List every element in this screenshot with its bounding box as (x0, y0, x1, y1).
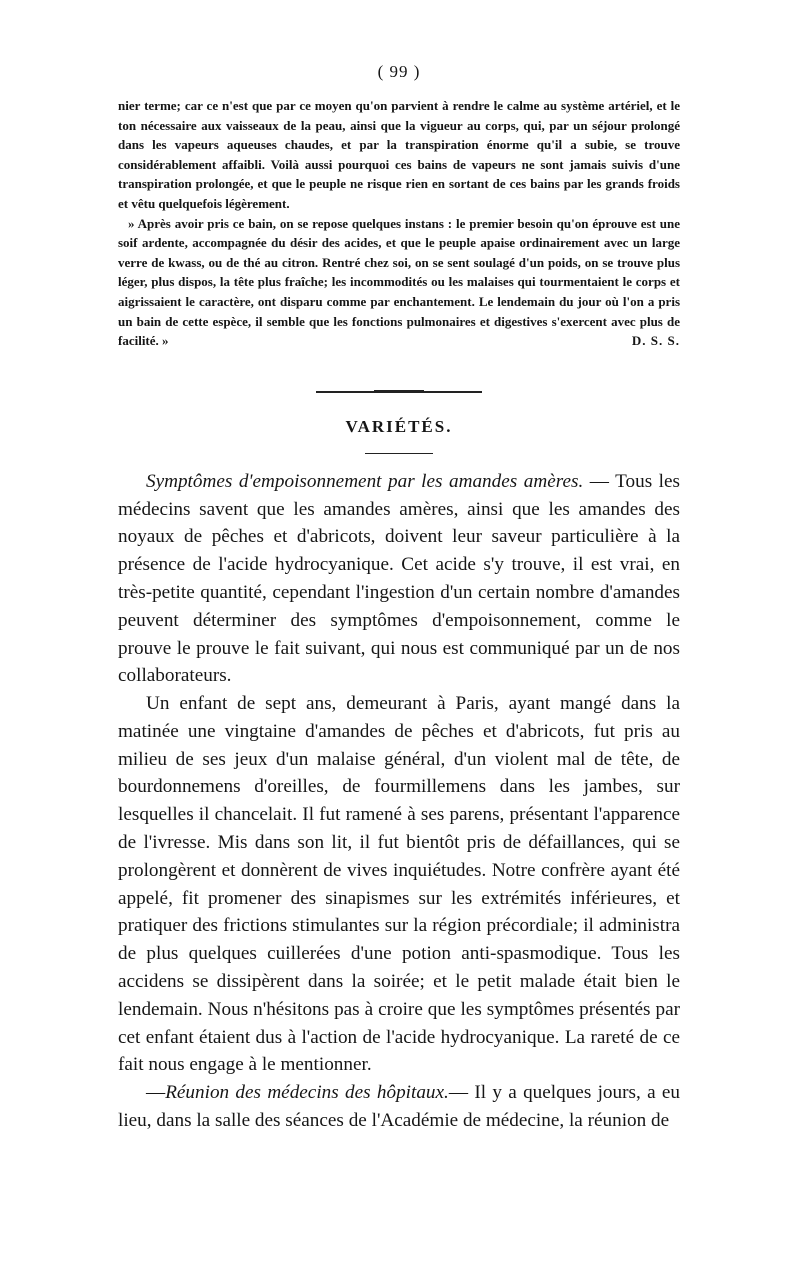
author-signature: D. S. S. (631, 333, 680, 349)
bath-paragraph-2 (118, 214, 680, 351)
almond-article-intro: — Tous les médecins savent que les amandes amères, ainsi que les amandes des noyaux de pêches et d'abricots, doivent leur saveur particulière à la présence de l'acide hydrocyanique. Cet acide s'y trouve, il est vrai, en très-petite quantité, cependant l'ingestion d'un certain nombre d'amandes peuvent déterminer des symptômes d'empoisonnement, comme le prouve le prouve le fait suivant, qui nous est communiqué par un de nos collaborateurs. (118, 470, 680, 687)
section-title: VARIÉTÉS. (345, 416, 453, 436)
page-number: ( 99 ) (377, 62, 421, 81)
hospital-meeting-paragraph (118, 1079, 680, 1135)
bath-paragraph-2-text: » Après avoir pris ce bain, on se repose quelques instans : le premier besoin qu'on éprouve est une soif ardente, accompagnée du désir des acides, et que le peuple apaise ordinairement avec un large verre de kwass, ou de thé au citron. Rentré chez soi, on se sent soulagé d'un poids, on se trouve plus léger, plus dispos, la tête plus fraîche; les incommodités ou les malaises qui tourmentaient le corps et aigrissaient le caractère, ont disparu comme par enchantement. Le lendemain du jour où l'on a pris un bain de cette espèce, il semble que les fonctions pulmonaires et digestives s'exercent avec plus de facilité. » (118, 215, 680, 349)
almond-case-paragraph: Un enfant de sept ans, demeurant à Paris, ayant mangé dans la matinée une vingtaine d'amandes de pêches et d'abricots, fut pris au milieu de ses jeux d'un malaise général, d'un violent mal de tête, de bourdonnemens d'oreilles, de fourmillemens dans les jambes, sur lesquelles il chancelait. Il fut ramené à ses parens, présentant l'apparence de l'ivresse. Mis dans son lit, il fut bientôt pris de défaillances, qui se prolongèrent et donnèrent de vives inquiétudes. Notre confrère ayant été appelé, fit promener des sinapismes sur les extrémités inférieures, et pratiquer des frictions stimulantes sur la région précordiale; il administra de plus quelques cuillerées d'une potion anti-spasmodique. Tous les accidens se dissipèrent dans la soirée; et le petit malade était bien le lendemain. Nous n'hésitons pas à croire que les symptômes présentés par cet enfant étaient dus à l'action de l'acide hydrocyanique. La rareté de ce fait nous engage à le mentionner. (118, 693, 680, 1076)
hospital-meeting-title: Réunion des médecins des hôpitaux. (165, 1082, 449, 1104)
section-divider-top (316, 391, 482, 393)
hospital-meeting-text: — Il y a quelques jours, a eu lieu, dans la salle des séances de l'Académie de médecine, la réunion de (118, 1082, 680, 1132)
bath-paragraph-1: nier terme; car ce n'est que par ce moyen qu'on parvient à rendre le calme au système artériel, et le ton nécessaire aux vaisseaux de la peau, ainsi que la vigueur au corps, qui, par un séjour prolongé dans les vapeurs aqueuses chaudes, et par la transpiration énorme qu'il a subie, se trouve considérablement affaibli. Voilà aussi pourquoi ces bains de vapeurs ne sont jamais suivis d'une transpiration prolongée, et que le peuple ne risque rien en sortant de ces bains par les grands froids et vêtu quelquefois légèrement. (118, 98, 680, 211)
hospital-meeting-dash: — (146, 1082, 166, 1104)
document-page (118, 62, 680, 1135)
bath-text-block (118, 96, 680, 351)
section-divider-bottom (365, 453, 433, 454)
varietes-text-block (118, 468, 680, 1135)
almond-article-title: Symptômes d'empoisonnement par les amandes amères. (146, 470, 584, 492)
almond-article-paragraph (118, 468, 680, 690)
